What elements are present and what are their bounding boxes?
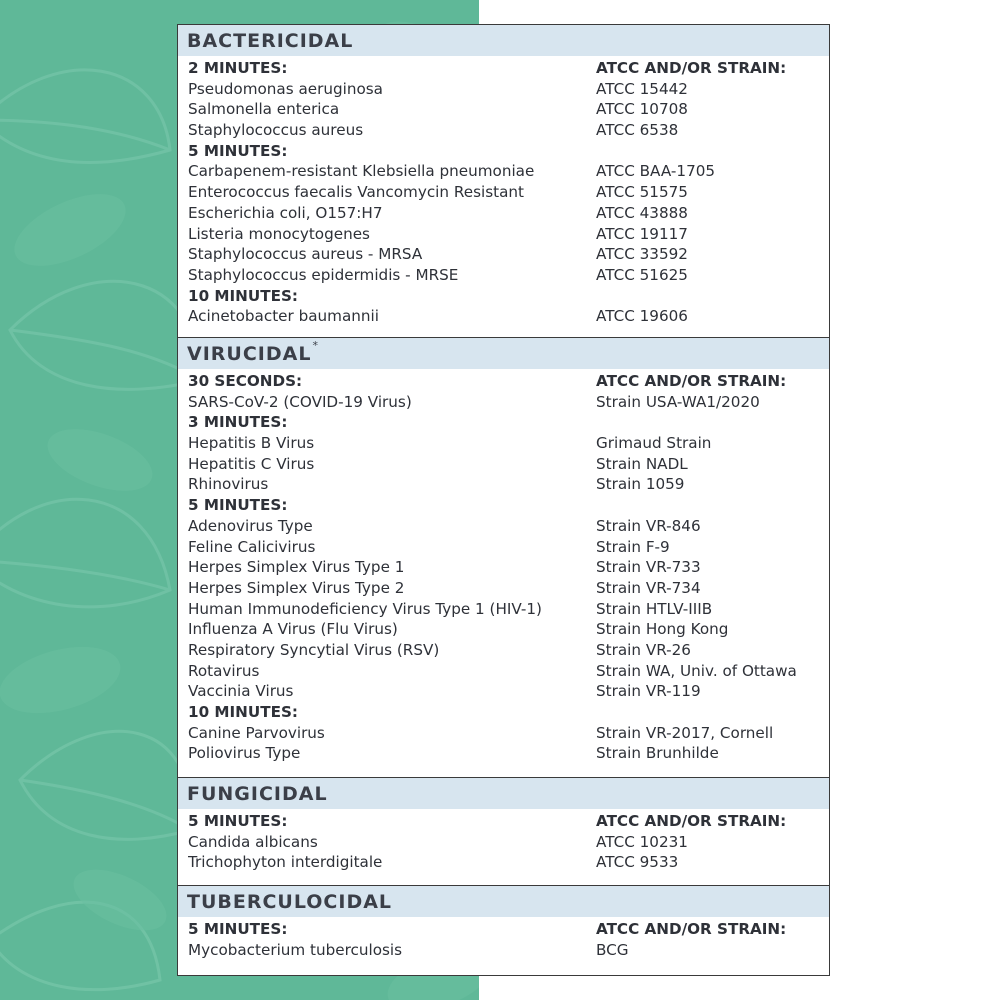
- strain-value: Strain HTLV-IIIB: [596, 599, 713, 618]
- organism-name: Listeria monocytogenes: [188, 224, 370, 243]
- contact-time-label: 5 MINUTES:: [188, 496, 288, 515]
- organism-row: [188, 474, 829, 495]
- organism-name: Enterococcus faecalis Vancomycin Resistant: [188, 183, 524, 202]
- organism-name: Rhinovirus: [188, 475, 269, 494]
- organism-name: Escherichia coli, O157:H7: [188, 203, 383, 222]
- organism-name: Salmonella enterica: [188, 100, 340, 119]
- strain-value: ATCC 15442: [596, 79, 688, 98]
- organism-row: [188, 537, 829, 558]
- strain-value: BCG: [596, 940, 629, 959]
- strain-value: ATCC 10708: [596, 100, 688, 119]
- strain-column-header: ATCC AND/OR STRAIN:: [596, 812, 787, 830]
- strain-value: Strain Brunhilde: [596, 744, 719, 763]
- strain-value: Strain WA, Univ. of Ottawa: [596, 661, 797, 680]
- section-fungicidal: [178, 778, 829, 886]
- section-title-text: TUBERCULOCIDAL: [187, 890, 393, 913]
- strain-column-header: ATCC AND/OR STRAIN:: [596, 59, 787, 77]
- strain-value: ATCC 33592: [596, 245, 688, 264]
- organism-row: [188, 120, 829, 141]
- section-title: [178, 338, 829, 369]
- section-title: [178, 778, 829, 809]
- organism-row: [188, 161, 829, 182]
- organism-row: [188, 940, 829, 961]
- strain-value: ATCC 51625: [596, 265, 688, 284]
- organism-row: [188, 578, 829, 599]
- organism-row: [188, 599, 829, 620]
- organism-row: [188, 516, 829, 537]
- strain-value: Strain VR-846: [596, 516, 701, 535]
- organism-name: Mycobacterium tuberculosis: [188, 940, 403, 959]
- organism-row: [188, 392, 829, 413]
- strain-column-header: ATCC AND/OR STRAIN:: [596, 920, 787, 938]
- strain-value: Strain Hong Kong: [596, 620, 729, 639]
- strain-column-header: [596, 412, 829, 433]
- organism-row: [188, 433, 829, 454]
- contact-time-row: [188, 371, 829, 392]
- organism-name: Staphylococcus epidermidis - MRSE: [188, 265, 459, 284]
- organism-row: [188, 723, 829, 744]
- organism-row: [188, 743, 829, 764]
- organism-row: [188, 454, 829, 475]
- organism-name: Trichophyton interdigitale: [188, 853, 383, 872]
- contact-time-row: [188, 811, 829, 832]
- strain-column-header: [596, 141, 829, 162]
- organism-row: [188, 244, 829, 265]
- contact-time-row: [188, 702, 829, 723]
- organism-name: SARS-CoV-2 (COVID-19 Virus): [188, 392, 412, 411]
- organism-row: [188, 619, 829, 640]
- organism-name: Candida albicans: [188, 832, 318, 851]
- section-rows: [178, 917, 829, 960]
- section-virucidal: [178, 338, 829, 778]
- organism-row: [188, 681, 829, 702]
- contact-time-row: [188, 495, 829, 516]
- organism-name: Feline Calicivirus: [188, 537, 316, 556]
- strain-value: ATCC 19117: [596, 224, 688, 243]
- strain-value: Strain F-9: [596, 537, 670, 556]
- strain-column-header: [596, 286, 829, 307]
- section-bactericidal: [178, 25, 829, 338]
- strain-value: Strain VR-734: [596, 578, 701, 597]
- strain-value: Grimaud Strain: [596, 434, 712, 453]
- contact-time-label: 2 MINUTES:: [188, 59, 288, 77]
- organism-name: Respiratory Syncytial Virus (RSV): [188, 640, 440, 659]
- organism-row: [188, 224, 829, 245]
- organism-name: Rotavirus: [188, 661, 260, 680]
- strain-value: Strain NADL: [596, 454, 688, 473]
- contact-time-label: 5 MINUTES:: [188, 812, 288, 830]
- organism-row: [188, 306, 829, 327]
- contact-time-label: 5 MINUTES:: [188, 920, 288, 938]
- section-title: [178, 886, 829, 917]
- organism-name: Adenovirus Type: [188, 516, 313, 535]
- organism-row: [188, 640, 829, 661]
- organism-name: Human Immunodeficiency Virus Type 1 (HIV-1): [188, 599, 542, 618]
- strain-value: Strain VR-26: [596, 640, 691, 659]
- organism-name: Pseudomonas aeruginosa: [188, 79, 383, 98]
- organism-name: Herpes Simplex Virus Type 2: [188, 578, 405, 597]
- strain-column-header: [596, 702, 829, 723]
- organism-name: Hepatitis C Virus: [188, 454, 315, 473]
- strain-value: ATCC 43888: [596, 203, 688, 222]
- contact-time-label: 10 MINUTES:: [188, 286, 298, 305]
- organism-name: Carbapenem-resistant Klebsiella pneumoniae: [188, 162, 535, 181]
- organism-row: [188, 182, 829, 203]
- contact-time-row: [188, 141, 829, 162]
- contact-time-row: [188, 58, 829, 79]
- strain-value: ATCC 9533: [596, 853, 679, 872]
- contact-time-row: [188, 412, 829, 433]
- strain-value: ATCC 6538: [596, 121, 679, 140]
- strain-value: ATCC 51575: [596, 183, 688, 202]
- contact-time-label: 5 MINUTES:: [188, 141, 288, 160]
- contact-time-row: [188, 919, 829, 940]
- organism-row: [188, 265, 829, 286]
- strain-value: Strain VR-119: [596, 682, 701, 701]
- section-title-text: BACTERICIDAL: [187, 29, 354, 52]
- strain-value: Strain 1059: [596, 475, 685, 494]
- efficacy-table: [177, 24, 830, 976]
- organism-row: [188, 79, 829, 100]
- contact-time-label: 10 MINUTES:: [188, 703, 298, 721]
- contact-time-label: 30 SECONDS:: [188, 372, 303, 390]
- organism-name: Canine Parvovirus: [188, 723, 325, 742]
- organism-name: Influenza A Virus (Flu Virus): [188, 620, 398, 639]
- strain-column-header: ATCC AND/OR STRAIN:: [596, 372, 787, 390]
- organism-name: Staphylococcus aureus - MRSA: [188, 245, 423, 264]
- section-rows: [178, 809, 829, 873]
- organism-name: Acinetobacter baumannii: [188, 307, 379, 326]
- strain-value: ATCC 10231: [596, 832, 688, 851]
- strain-value: Strain VR-733: [596, 558, 701, 577]
- section-tuberculocidal: [178, 886, 829, 977]
- section-rows: [178, 369, 829, 764]
- section-rows: [178, 56, 829, 327]
- organism-name: Poliovirus Type: [188, 744, 301, 763]
- strain-column-header: [596, 495, 829, 516]
- section-title-text: VIRUCIDAL: [187, 342, 312, 365]
- organism-row: [188, 203, 829, 224]
- organism-row: [188, 661, 829, 682]
- organism-name: Vaccinia Virus: [188, 682, 294, 701]
- strain-value: Strain VR-2017, Cornell: [596, 723, 774, 742]
- strain-value: ATCC BAA-1705: [596, 162, 716, 181]
- organism-name: Herpes Simplex Virus Type 1: [188, 558, 405, 577]
- contact-time-label: 3 MINUTES:: [188, 413, 288, 432]
- organism-row: [188, 557, 829, 578]
- organism-name: Staphylococcus aureus: [188, 121, 364, 140]
- strain-value: ATCC 19606: [596, 307, 688, 326]
- organism-row: [188, 852, 829, 873]
- organism-row: [188, 99, 829, 120]
- contact-time-row: [188, 286, 829, 307]
- organism-name: Hepatitis B Virus: [188, 434, 315, 453]
- section-title: [178, 25, 829, 56]
- footnote-marker: *: [312, 339, 319, 352]
- section-title-text: FUNGICIDAL: [187, 782, 328, 805]
- strain-value: Strain USA-WA1/2020: [596, 392, 760, 411]
- organism-row: [188, 832, 829, 853]
